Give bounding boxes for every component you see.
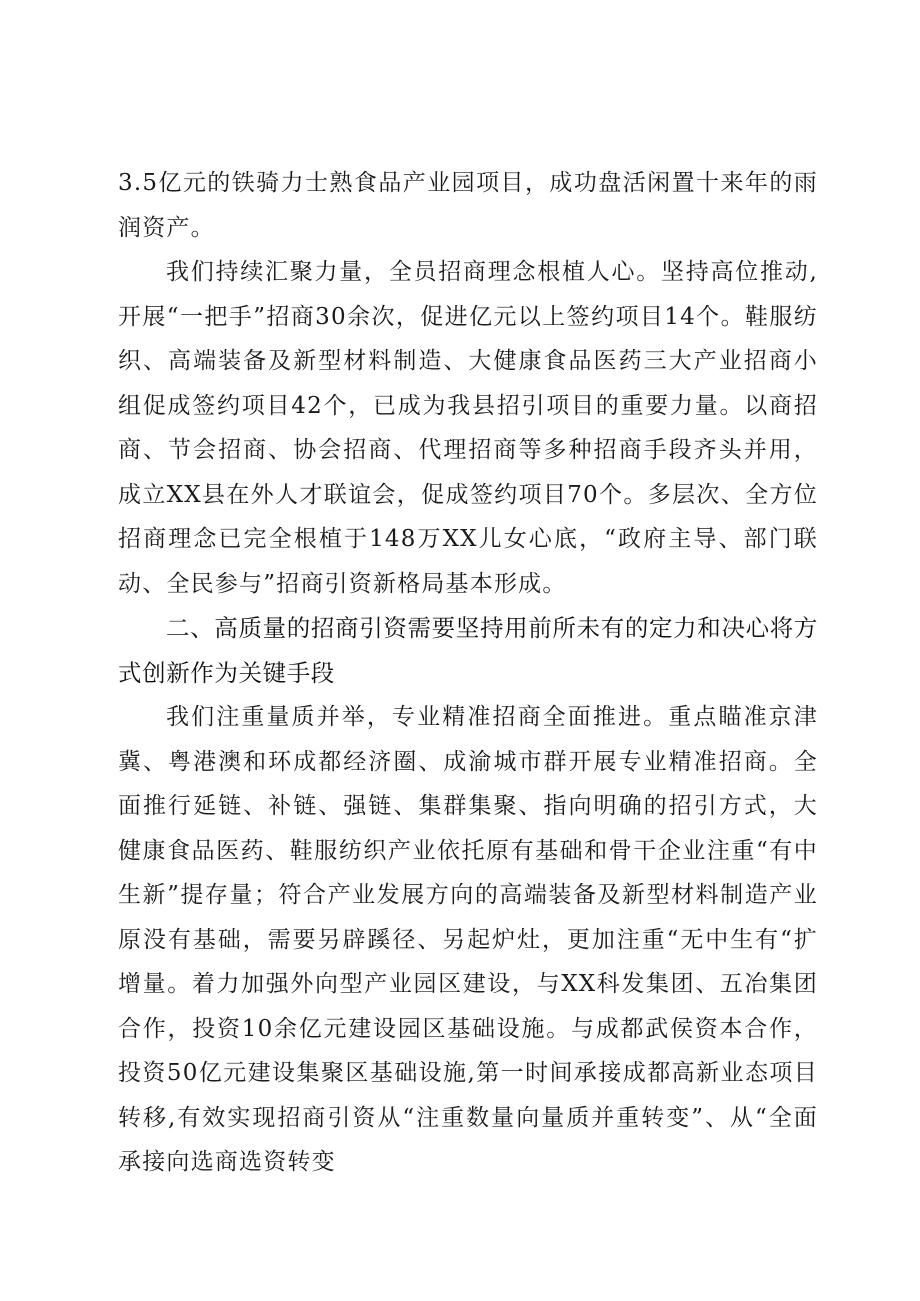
paragraph-investment-forces: 我们持续汇聚力量，全员招商理念根植人心。坚持高位推动,开展“一把手”招商30余次，促进亿元以上签约项目14个。鞋服纺织、高端装备及新型材料制造、大健康食品医药三大产业招商小组促成签约项目42个，已成为我县招引项目的重要力量。以商招商、节会招商、协会招商、代理招商等多种招商手段齐头并用，成立XX县在外人才联谊会，促成签约项目70个。多层次、全方位招商理念已完全根植于148万XX儿女心底，“政府主导、部门联动、全民参与”招商引资新格局基本形成。 [118,259,818,597]
document-body [118,161,818,1185]
paragraph-continuation: 3.5亿元的铁骑力士熟食品产业园项目，成功盘活闲置十来年的雨润资产。 [118,170,818,241]
paragraph-quality-quantity: 我们注重量质并举，专业精准招商全面推进。重点瞄准京津冀、粤港澳和环成都经济圈、成渝城市群开展专业精准招商。全面推行延链、补链、强链、集群集聚、指向明确的招引方式，大健康食品医药、鞋服纺织产业依托原有基础和骨干企业注重“有中生新”提存量；符合产业发展方向的高端装备及新型材料制造产业原没有基础，需要另辟蹊径、另起炉灶，更加注重“无中生有“扩增量。着力加强外向型产业园区建设，与XX科发集团、五冶集团合作，投资10余亿元建设园区基础设施。与成都武侯资本合作，投资50亿元建设集聚区基础设施,第一时间承接成都高新业态项目转移,有效实现招商引资从“注重数量向量质并重转变”、从“全面承接向选商选资转变 [118,704,818,1175]
section-heading-two: 二、高质量的招商引资需要坚持用前所未有的定力和决心将方式创新作为关键手段 [118,614,818,687]
